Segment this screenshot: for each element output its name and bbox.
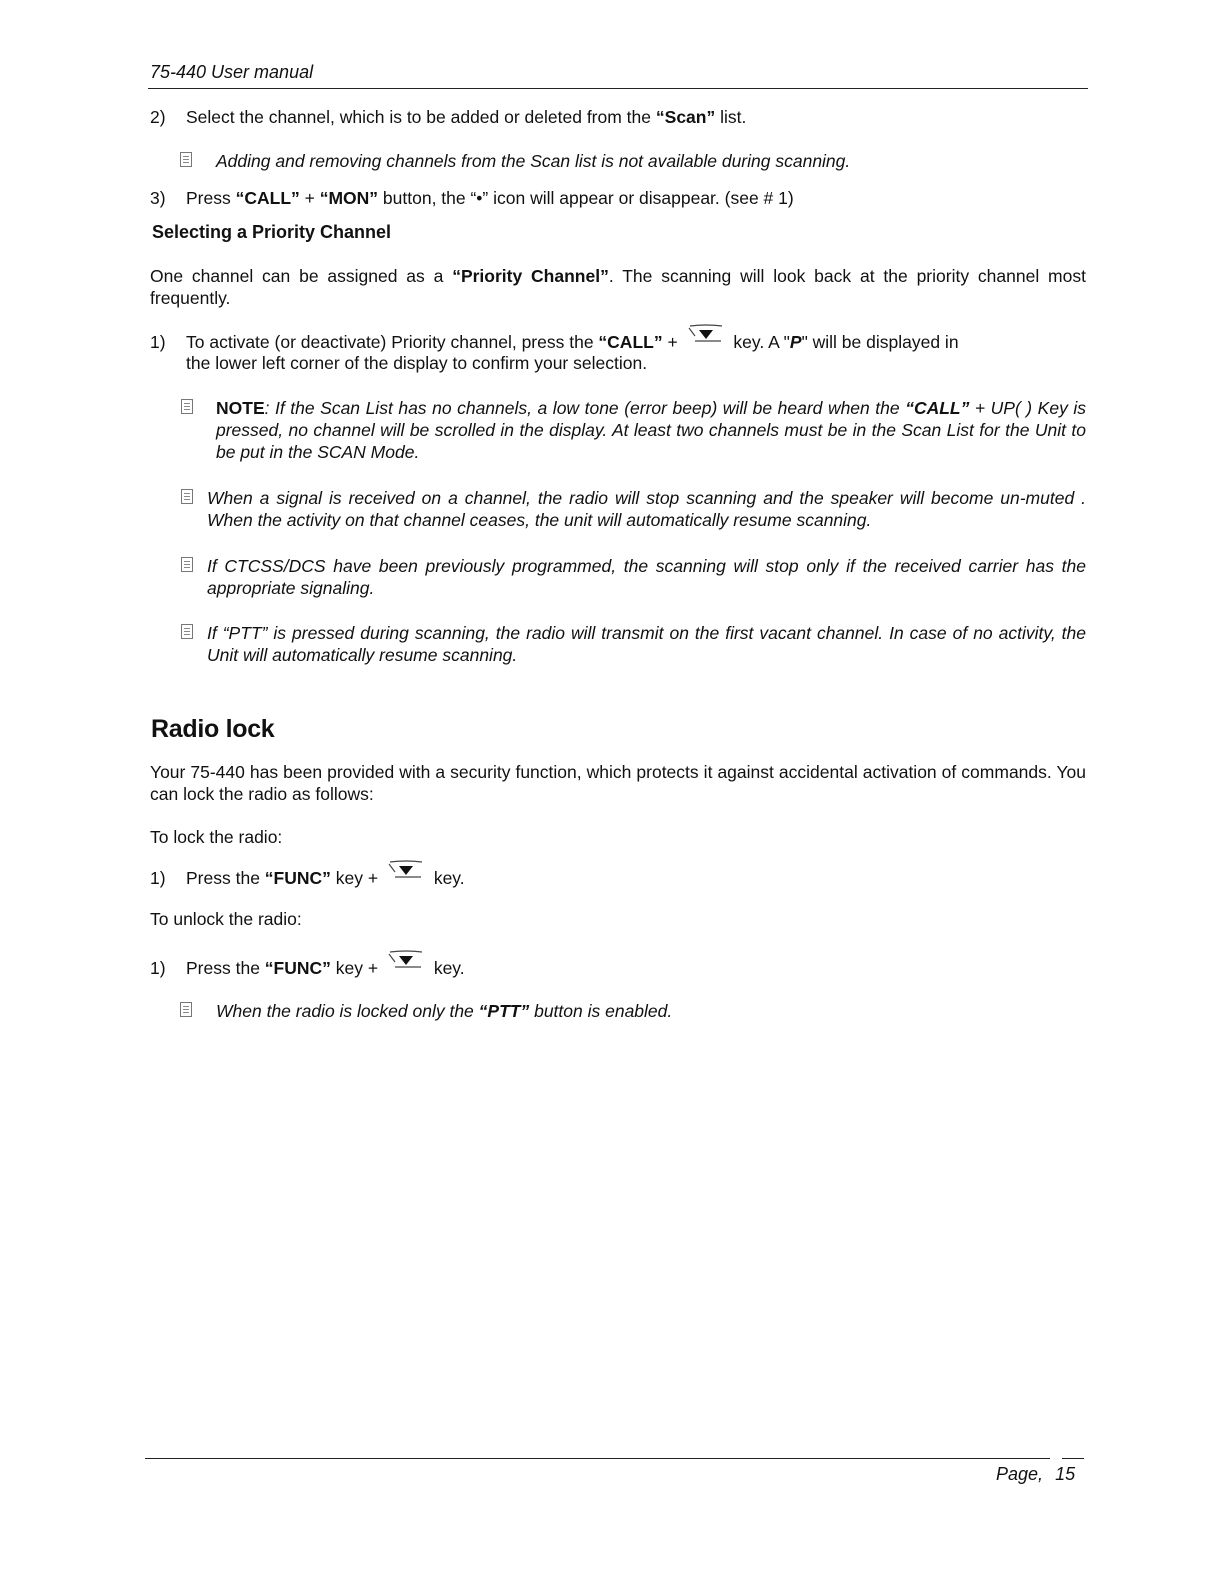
note-icon [180,152,192,167]
step-plus: + [662,332,683,352]
step-bold-func: “FUNC” [264,958,331,978]
note-label: NOTE [216,398,265,418]
step-bold: “Scan” [655,107,716,127]
page-header-title: 75-440 User manual [150,62,314,82]
note-icon [181,399,193,414]
note-icon [181,624,193,639]
step-text-end: key. [428,868,465,888]
note-scan-list: Adding and removing channels from the Scan list is not available during scanning. [216,151,851,171]
step-text: Press [186,188,236,208]
step-bold-func: “FUNC” [264,868,331,888]
step-text: Press the [186,958,265,978]
step-text-end: list. [715,107,747,127]
step-2 [150,106,746,128]
step-text: Select the channel, which is to be added or deleted from the [186,107,656,127]
radio-lock-intro: Your 75-440 has been provided with a security function, which protects it against accidental activation of commands. You can lock the radio as follows: [150,762,1086,804]
priority-p-indicator: P [789,332,802,352]
unlock-label: To unlock the radio: [150,909,302,929]
step-text: Press the [186,868,265,888]
step-number: 2) [150,107,166,127]
step-text-mid: key + [330,868,383,888]
lock-label: To lock the radio: [150,827,283,847]
note-icon [181,489,193,504]
step-bold-call: “CALL” [598,332,663,352]
lock-step-1 [150,866,465,889]
note-ctcss-dcs: If CTCSS/DCS have been previously programmed, the scanning will stop only if the received carrier has the appropriate signaling. [207,556,1086,598]
step-bold-call: “CALL” [235,188,300,208]
note-icon [180,1002,192,1017]
note-bold-ptt: “PTT” [478,1001,530,1021]
note-text: When the radio is locked only the [216,1001,479,1021]
down-arrow-key-icon [687,330,725,350]
note-icon [181,557,193,572]
page-label: Page [996,1464,1039,1484]
step-text-mid: key. A " [728,332,790,352]
step-bold-mon: “MON” [319,188,379,208]
step-text-end: key. [428,958,465,978]
intro-text-end: . The scanning will look back at the priority channel most frequently. [150,266,1086,308]
intro-text: One channel can be assigned as a [150,266,453,286]
note-text: : If the Scan List has no channels, a low tone (error beep) will be heard when the [264,398,906,418]
step-number: 1) [150,332,166,352]
page-separator: , [1038,1464,1044,1484]
step-text-end: button, the “•” icon will appear or disappear. (see # 1) [378,188,794,208]
step-plus: + [299,188,320,208]
step-number: 1) [150,868,166,888]
page-number: 15 [1055,1464,1076,1484]
priority-step-1-line2: the lower left corner of the display to confirm your selection. [186,353,648,373]
note-text-end: button is enabled. [529,1001,673,1021]
step-number: 1) [150,958,166,978]
step-3 [150,187,794,209]
note-bold-call: “CALL” [905,398,970,418]
footer-rule-short [1062,1458,1084,1459]
note-text-end: + UP( ) Key is pressed, no channel will be scrolled in the display. At least two channels must be in the Scan List for the Unit to be put in the SCAN Mode. [216,398,1087,462]
down-arrow-key-icon [387,866,425,886]
header-rule [148,88,1088,89]
step-text-mid: key + [330,958,383,978]
note-scan-list-empty [216,397,1086,463]
intro-bold: “Priority Channel” [452,266,609,286]
footer-rule [145,1458,1050,1459]
section-heading-priority: Selecting a Priority Channel [152,222,392,242]
note-signal-received: When a signal is received on a channel, the radio will stop scanning and the speaker will become un-muted . When the activity on that channel ceases, the unit will automatically resume scanning. [207,488,1086,530]
note-radio-locked [216,1000,672,1022]
unlock-step-1 [150,956,465,979]
page-footer [996,1464,1075,1485]
step-number: 3) [150,188,166,208]
note-ptt-scanning: If “PTT” is pressed during scanning, the radio will transmit on the first vacant channel. In case of no activity, the Unit will automatically resume scanning. [207,623,1086,665]
priority-step-1 [150,330,1090,353]
down-arrow-key-icon [387,956,425,976]
step-text-end: " will be displayed in [801,332,959,352]
section-heading-radio-lock: Radio lock [151,715,275,743]
priority-intro [150,265,1086,309]
step-text: To activate (or deactivate) Priority channel, press the [186,332,599,352]
